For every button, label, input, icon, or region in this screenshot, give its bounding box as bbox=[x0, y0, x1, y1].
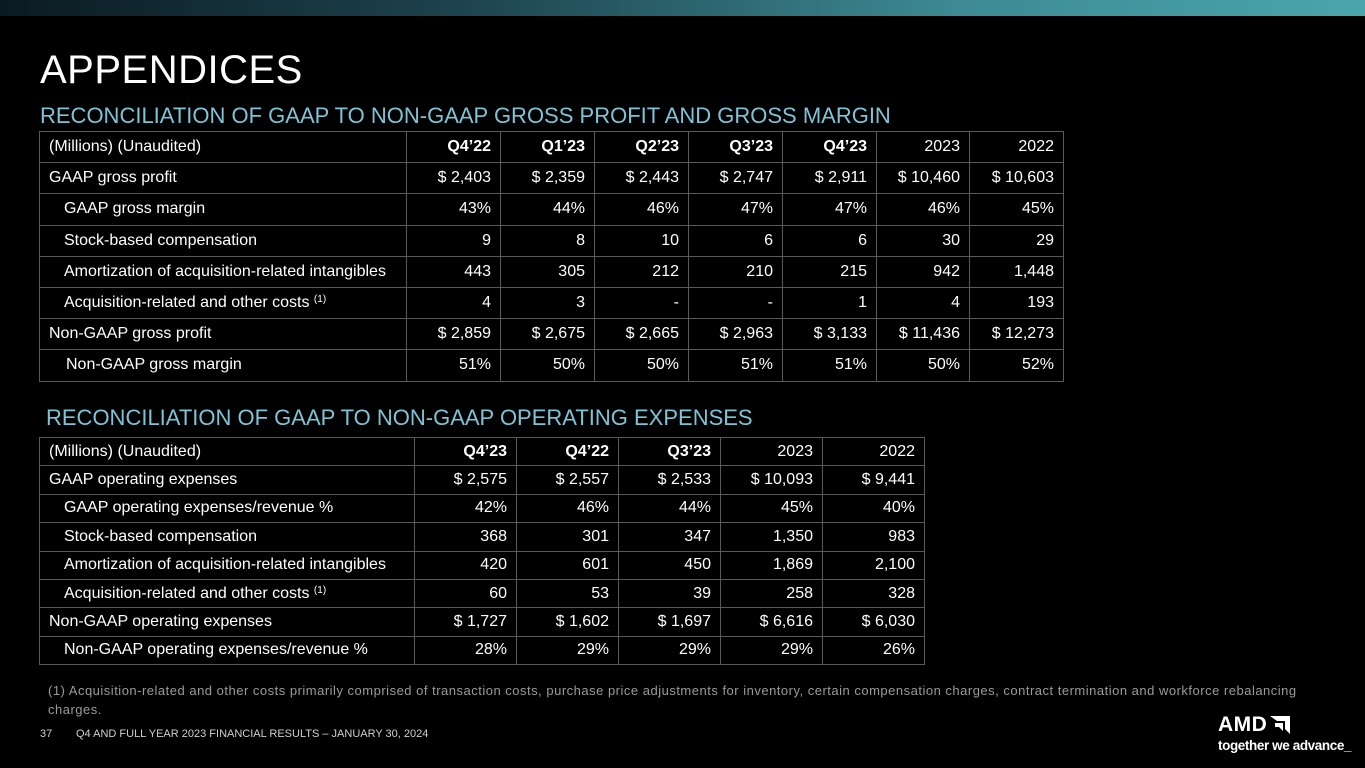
value-cell: $ 2,557 bbox=[517, 466, 619, 494]
value-cell: 212 bbox=[595, 256, 689, 287]
value-cell: 51% bbox=[689, 350, 783, 381]
row-label: Amortization of acquisition-related intangibles bbox=[40, 551, 415, 579]
table-row bbox=[40, 225, 1064, 256]
value-cell: $ 11,436 bbox=[877, 319, 970, 350]
value-cell: 29% bbox=[721, 636, 823, 664]
header-cell: Q4’22 bbox=[407, 132, 501, 163]
value-cell: 420 bbox=[415, 551, 517, 579]
amd-arrow-icon bbox=[1270, 716, 1290, 734]
operating-expenses-table bbox=[39, 437, 925, 665]
table-row bbox=[40, 494, 925, 522]
value-cell: 46% bbox=[517, 494, 619, 522]
table-row bbox=[40, 466, 925, 494]
row-label: Stock-based compensation bbox=[40, 225, 407, 256]
value-cell: 450 bbox=[619, 551, 721, 579]
value-cell: $ 3,133 bbox=[783, 319, 877, 350]
value-cell: 52% bbox=[970, 350, 1064, 381]
top-gradient-bar bbox=[0, 0, 1365, 16]
table-row bbox=[40, 194, 1064, 225]
value-cell: 305 bbox=[501, 256, 595, 287]
header-cell: Q4’22 bbox=[517, 438, 619, 466]
table-row bbox=[40, 319, 1064, 350]
value-cell: 4 bbox=[877, 287, 970, 318]
footnote: (1) Acquisition-related and other costs primarily comprised of transaction costs, purchase price adjustments for inventory, certain compensation charges, contract termination and workforce rebalancing charges. bbox=[48, 683, 1297, 717]
value-cell: 1,869 bbox=[721, 551, 823, 579]
value-cell: $ 1,727 bbox=[415, 608, 517, 636]
value-cell: $ 12,273 bbox=[970, 319, 1064, 350]
value-cell: - bbox=[595, 287, 689, 318]
table-row bbox=[40, 608, 925, 636]
value-cell: 2,100 bbox=[823, 551, 925, 579]
value-cell: $ 2,747 bbox=[689, 163, 783, 194]
footer-text: Q4 AND FULL YEAR 2023 FINANCIAL RESULTS – JANUARY 30, 2024 bbox=[76, 728, 429, 740]
page-number: 37 bbox=[40, 728, 53, 740]
value-cell: 8 bbox=[501, 225, 595, 256]
value-cell: 42% bbox=[415, 494, 517, 522]
row-label-text: Acquisition-related and other costs bbox=[64, 584, 310, 602]
table-row bbox=[40, 350, 1064, 381]
value-cell: $ 10,460 bbox=[877, 163, 970, 194]
row-label-text: Acquisition-related and other costs bbox=[64, 294, 310, 312]
value-cell: $ 2,859 bbox=[407, 319, 501, 350]
table-header-row bbox=[40, 438, 925, 466]
value-cell: 30 bbox=[877, 225, 970, 256]
row-label bbox=[40, 579, 415, 607]
header-cell: Q1’23 bbox=[501, 132, 595, 163]
value-cell: $ 2,533 bbox=[619, 466, 721, 494]
value-cell: 51% bbox=[407, 350, 501, 381]
value-cell: $ 1,602 bbox=[517, 608, 619, 636]
value-cell: 46% bbox=[595, 194, 689, 225]
value-cell: $ 10,603 bbox=[970, 163, 1064, 194]
value-cell: 29% bbox=[517, 636, 619, 664]
table-row bbox=[40, 256, 1064, 287]
value-cell: 328 bbox=[823, 579, 925, 607]
value-cell: 39 bbox=[619, 579, 721, 607]
footnote-marker: (1) bbox=[313, 294, 327, 306]
row-label: GAAP gross margin bbox=[40, 194, 407, 225]
value-cell: 1 bbox=[783, 287, 877, 318]
header-cell: (Millions) (Unaudited) bbox=[40, 132, 407, 163]
page-title: APPENDICES bbox=[40, 48, 303, 92]
value-cell: $ 6,030 bbox=[823, 608, 925, 636]
value-cell: 47% bbox=[689, 194, 783, 225]
value-cell: 1,350 bbox=[721, 523, 823, 551]
value-cell: 4 bbox=[407, 287, 501, 318]
value-cell: 47% bbox=[783, 194, 877, 225]
value-cell: 601 bbox=[517, 551, 619, 579]
value-cell: $ 2,911 bbox=[783, 163, 877, 194]
operating-expenses-heading: RECONCILIATION OF GAAP TO NON-GAAP OPERATING EXPENSES bbox=[46, 405, 753, 430]
value-cell: 45% bbox=[970, 194, 1064, 225]
row-label: Non-GAAP operating expenses bbox=[40, 608, 415, 636]
header-cell: (Millions) (Unaudited) bbox=[40, 438, 415, 466]
row-label: Non-GAAP operating expenses/revenue % bbox=[40, 636, 415, 664]
row-label: Amortization of acquisition-related intangibles bbox=[40, 256, 407, 287]
value-cell: 46% bbox=[877, 194, 970, 225]
value-cell: 44% bbox=[501, 194, 595, 225]
value-cell: 193 bbox=[970, 287, 1064, 318]
value-cell: 45% bbox=[721, 494, 823, 522]
value-cell: 44% bbox=[619, 494, 721, 522]
value-cell: 301 bbox=[517, 523, 619, 551]
gross-profit-table bbox=[39, 131, 1064, 382]
header-cell: Q4’23 bbox=[783, 132, 877, 163]
row-label: Stock-based compensation bbox=[40, 523, 415, 551]
header-cell: 2023 bbox=[877, 132, 970, 163]
value-cell: 40% bbox=[823, 494, 925, 522]
value-cell: 983 bbox=[823, 523, 925, 551]
value-cell: 50% bbox=[595, 350, 689, 381]
value-cell: 1,448 bbox=[970, 256, 1064, 287]
value-cell: 50% bbox=[877, 350, 970, 381]
header-cell: Q2’23 bbox=[595, 132, 689, 163]
value-cell: 942 bbox=[877, 256, 970, 287]
value-cell: 3 bbox=[501, 287, 595, 318]
value-cell: $ 2,359 bbox=[501, 163, 595, 194]
header-cell: Q3’23 bbox=[689, 132, 783, 163]
value-cell: 6 bbox=[783, 225, 877, 256]
footnote-marker: (1) bbox=[313, 584, 327, 596]
value-cell: 29 bbox=[970, 225, 1064, 256]
row-label: GAAP operating expenses bbox=[40, 466, 415, 494]
row-label: Non-GAAP gross margin bbox=[40, 350, 407, 381]
table-row bbox=[40, 579, 925, 607]
value-cell: 50% bbox=[501, 350, 595, 381]
table-row bbox=[40, 287, 1064, 318]
table-row bbox=[40, 523, 925, 551]
row-label: Non-GAAP gross profit bbox=[40, 319, 407, 350]
value-cell: $ 2,963 bbox=[689, 319, 783, 350]
value-cell: 215 bbox=[783, 256, 877, 287]
value-cell: 53 bbox=[517, 579, 619, 607]
value-cell: 28% bbox=[415, 636, 517, 664]
header-cell: 2022 bbox=[823, 438, 925, 466]
value-cell: 60 bbox=[415, 579, 517, 607]
value-cell: $ 10,093 bbox=[721, 466, 823, 494]
gross-profit-heading: RECONCILIATION OF GAAP TO NON-GAAP GROSS PROFIT AND GROSS MARGIN bbox=[40, 103, 891, 128]
row-label: GAAP operating expenses/revenue % bbox=[40, 494, 415, 522]
header-cell: Q4’23 bbox=[415, 438, 517, 466]
value-cell: $ 2,443 bbox=[595, 163, 689, 194]
value-cell: 210 bbox=[689, 256, 783, 287]
table-row bbox=[40, 551, 925, 579]
logo-tagline: together we advance_ bbox=[1218, 738, 1352, 753]
value-cell: 368 bbox=[415, 523, 517, 551]
row-label bbox=[40, 287, 407, 318]
value-cell: $ 9,441 bbox=[823, 466, 925, 494]
table-header-row bbox=[40, 132, 1064, 163]
value-cell: $ 2,403 bbox=[407, 163, 501, 194]
logo-wordmark: AMD bbox=[1218, 713, 1268, 736]
header-cell: 2022 bbox=[970, 132, 1064, 163]
value-cell: - bbox=[689, 287, 783, 318]
value-cell: 347 bbox=[619, 523, 721, 551]
header-cell: Q3’23 bbox=[619, 438, 721, 466]
value-cell: 29% bbox=[619, 636, 721, 664]
value-cell: $ 2,575 bbox=[415, 466, 517, 494]
value-cell: 258 bbox=[721, 579, 823, 607]
table-row bbox=[40, 636, 925, 664]
value-cell: 443 bbox=[407, 256, 501, 287]
value-cell: 6 bbox=[689, 225, 783, 256]
row-label: GAAP gross profit bbox=[40, 163, 407, 194]
value-cell: 26% bbox=[823, 636, 925, 664]
header-cell: 2023 bbox=[721, 438, 823, 466]
amd-logo bbox=[1218, 714, 1353, 756]
value-cell: 10 bbox=[595, 225, 689, 256]
value-cell: 51% bbox=[783, 350, 877, 381]
value-cell: 9 bbox=[407, 225, 501, 256]
value-cell: $ 1,697 bbox=[619, 608, 721, 636]
value-cell: $ 2,675 bbox=[501, 319, 595, 350]
value-cell: $ 2,665 bbox=[595, 319, 689, 350]
table-row bbox=[40, 163, 1064, 194]
value-cell: 43% bbox=[407, 194, 501, 225]
value-cell: $ 6,616 bbox=[721, 608, 823, 636]
